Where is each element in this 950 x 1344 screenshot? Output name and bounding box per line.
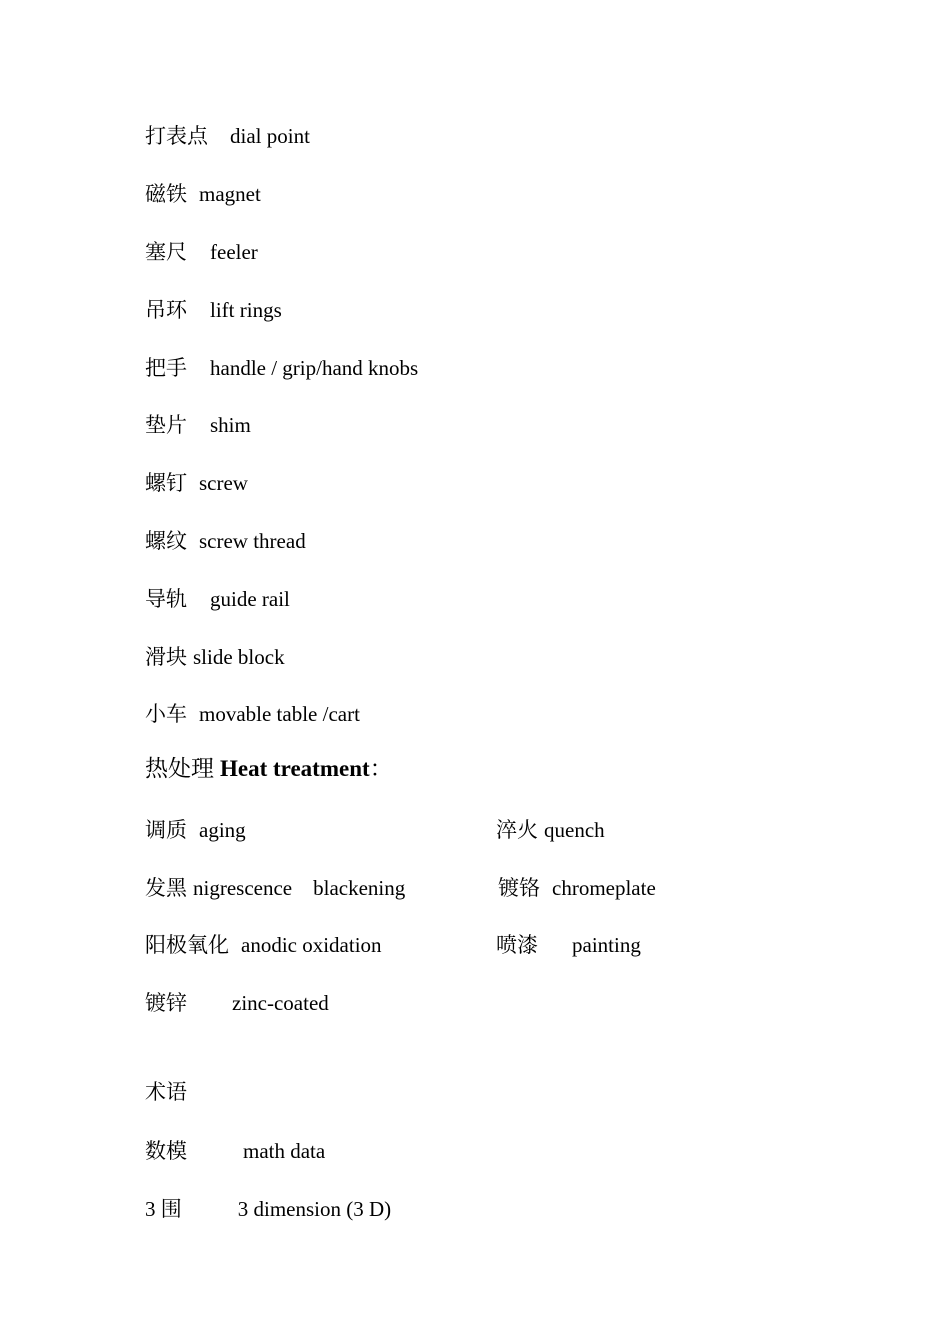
heat-term-row — [145, 990, 329, 1016]
term-en: movable table /cart — [199, 702, 360, 726]
term-en: painting — [572, 933, 641, 957]
term-en: dial point — [230, 124, 310, 148]
heat-term-row — [498, 875, 656, 901]
term-zh: 螺纹 — [145, 529, 187, 553]
term-row — [145, 528, 306, 554]
term-row — [145, 1196, 391, 1222]
term-en: quench — [544, 818, 605, 842]
term-row — [145, 355, 418, 381]
term-zh: 3 围 — [145, 1197, 182, 1221]
term-en: chromeplate — [552, 876, 656, 900]
term-row — [145, 470, 248, 496]
term-en: screw thread — [199, 529, 306, 553]
term-zh: 发黑 — [145, 876, 187, 900]
term-zh: 调质 — [145, 818, 187, 842]
term-en: handle / grip/hand knobs — [210, 356, 419, 380]
term-zh: 磁铁 — [145, 182, 187, 206]
term-zh: 吊环 — [145, 298, 187, 322]
term-en: guide rail — [210, 587, 290, 611]
term-en: screw — [199, 471, 248, 495]
term-row — [145, 644, 285, 670]
term-zh: 塞尺 — [145, 240, 187, 264]
term-zh: 小车 — [145, 702, 187, 726]
term-zh: 把手 — [145, 356, 187, 380]
term-en: 3 dimension (3 D) — [237, 1197, 392, 1221]
term-en: anodic oxidation — [241, 933, 382, 957]
term-zh: 镀铬 — [498, 876, 540, 900]
term-zh: 打表点 — [145, 124, 208, 148]
term-zh: 螺钉 — [145, 471, 187, 495]
term-en: feeler — [210, 240, 258, 264]
term-en: slide block — [193, 645, 285, 669]
term-zh: 垫片 — [145, 413, 187, 437]
terminology-heading: 术语 — [145, 1080, 187, 1104]
heading-zh: 热处理 — [145, 756, 214, 781]
term-en: math data — [243, 1139, 326, 1163]
term-zh: 数模 — [145, 1139, 187, 1163]
term-en: shim — [210, 413, 251, 437]
term-row — [145, 586, 290, 612]
term-zh: 淬火 — [496, 818, 538, 842]
heat-term-row — [496, 932, 641, 958]
term-en: magnet — [199, 182, 261, 206]
heading-en: Heat treatment — [220, 756, 370, 781]
term-row — [145, 1138, 325, 1164]
heading-colon: ： — [369, 756, 393, 781]
term-row — [145, 123, 310, 149]
heat-term-row — [496, 817, 605, 843]
term-row — [145, 701, 360, 727]
heat-term-row — [145, 932, 382, 958]
term-row — [145, 181, 261, 207]
term-zh: 阳极氧化 — [145, 933, 229, 957]
term-zh: 导轨 — [145, 587, 187, 611]
term-zh: 滑块 — [145, 645, 187, 669]
term-zh: 喷漆 — [496, 933, 538, 957]
term-row — [145, 297, 282, 323]
term-zh: 镀锌 — [145, 991, 187, 1015]
heat-term-row — [145, 875, 405, 901]
term-en: aging — [199, 818, 246, 842]
term-row — [145, 412, 251, 438]
term-en: nigrescence blackening — [193, 876, 406, 900]
term-row — [145, 239, 258, 265]
term-en: lift rings — [210, 298, 282, 322]
term-en: zinc-coated — [232, 991, 329, 1015]
heat-term-row — [145, 817, 246, 843]
heat-treatment-heading — [145, 755, 393, 783]
